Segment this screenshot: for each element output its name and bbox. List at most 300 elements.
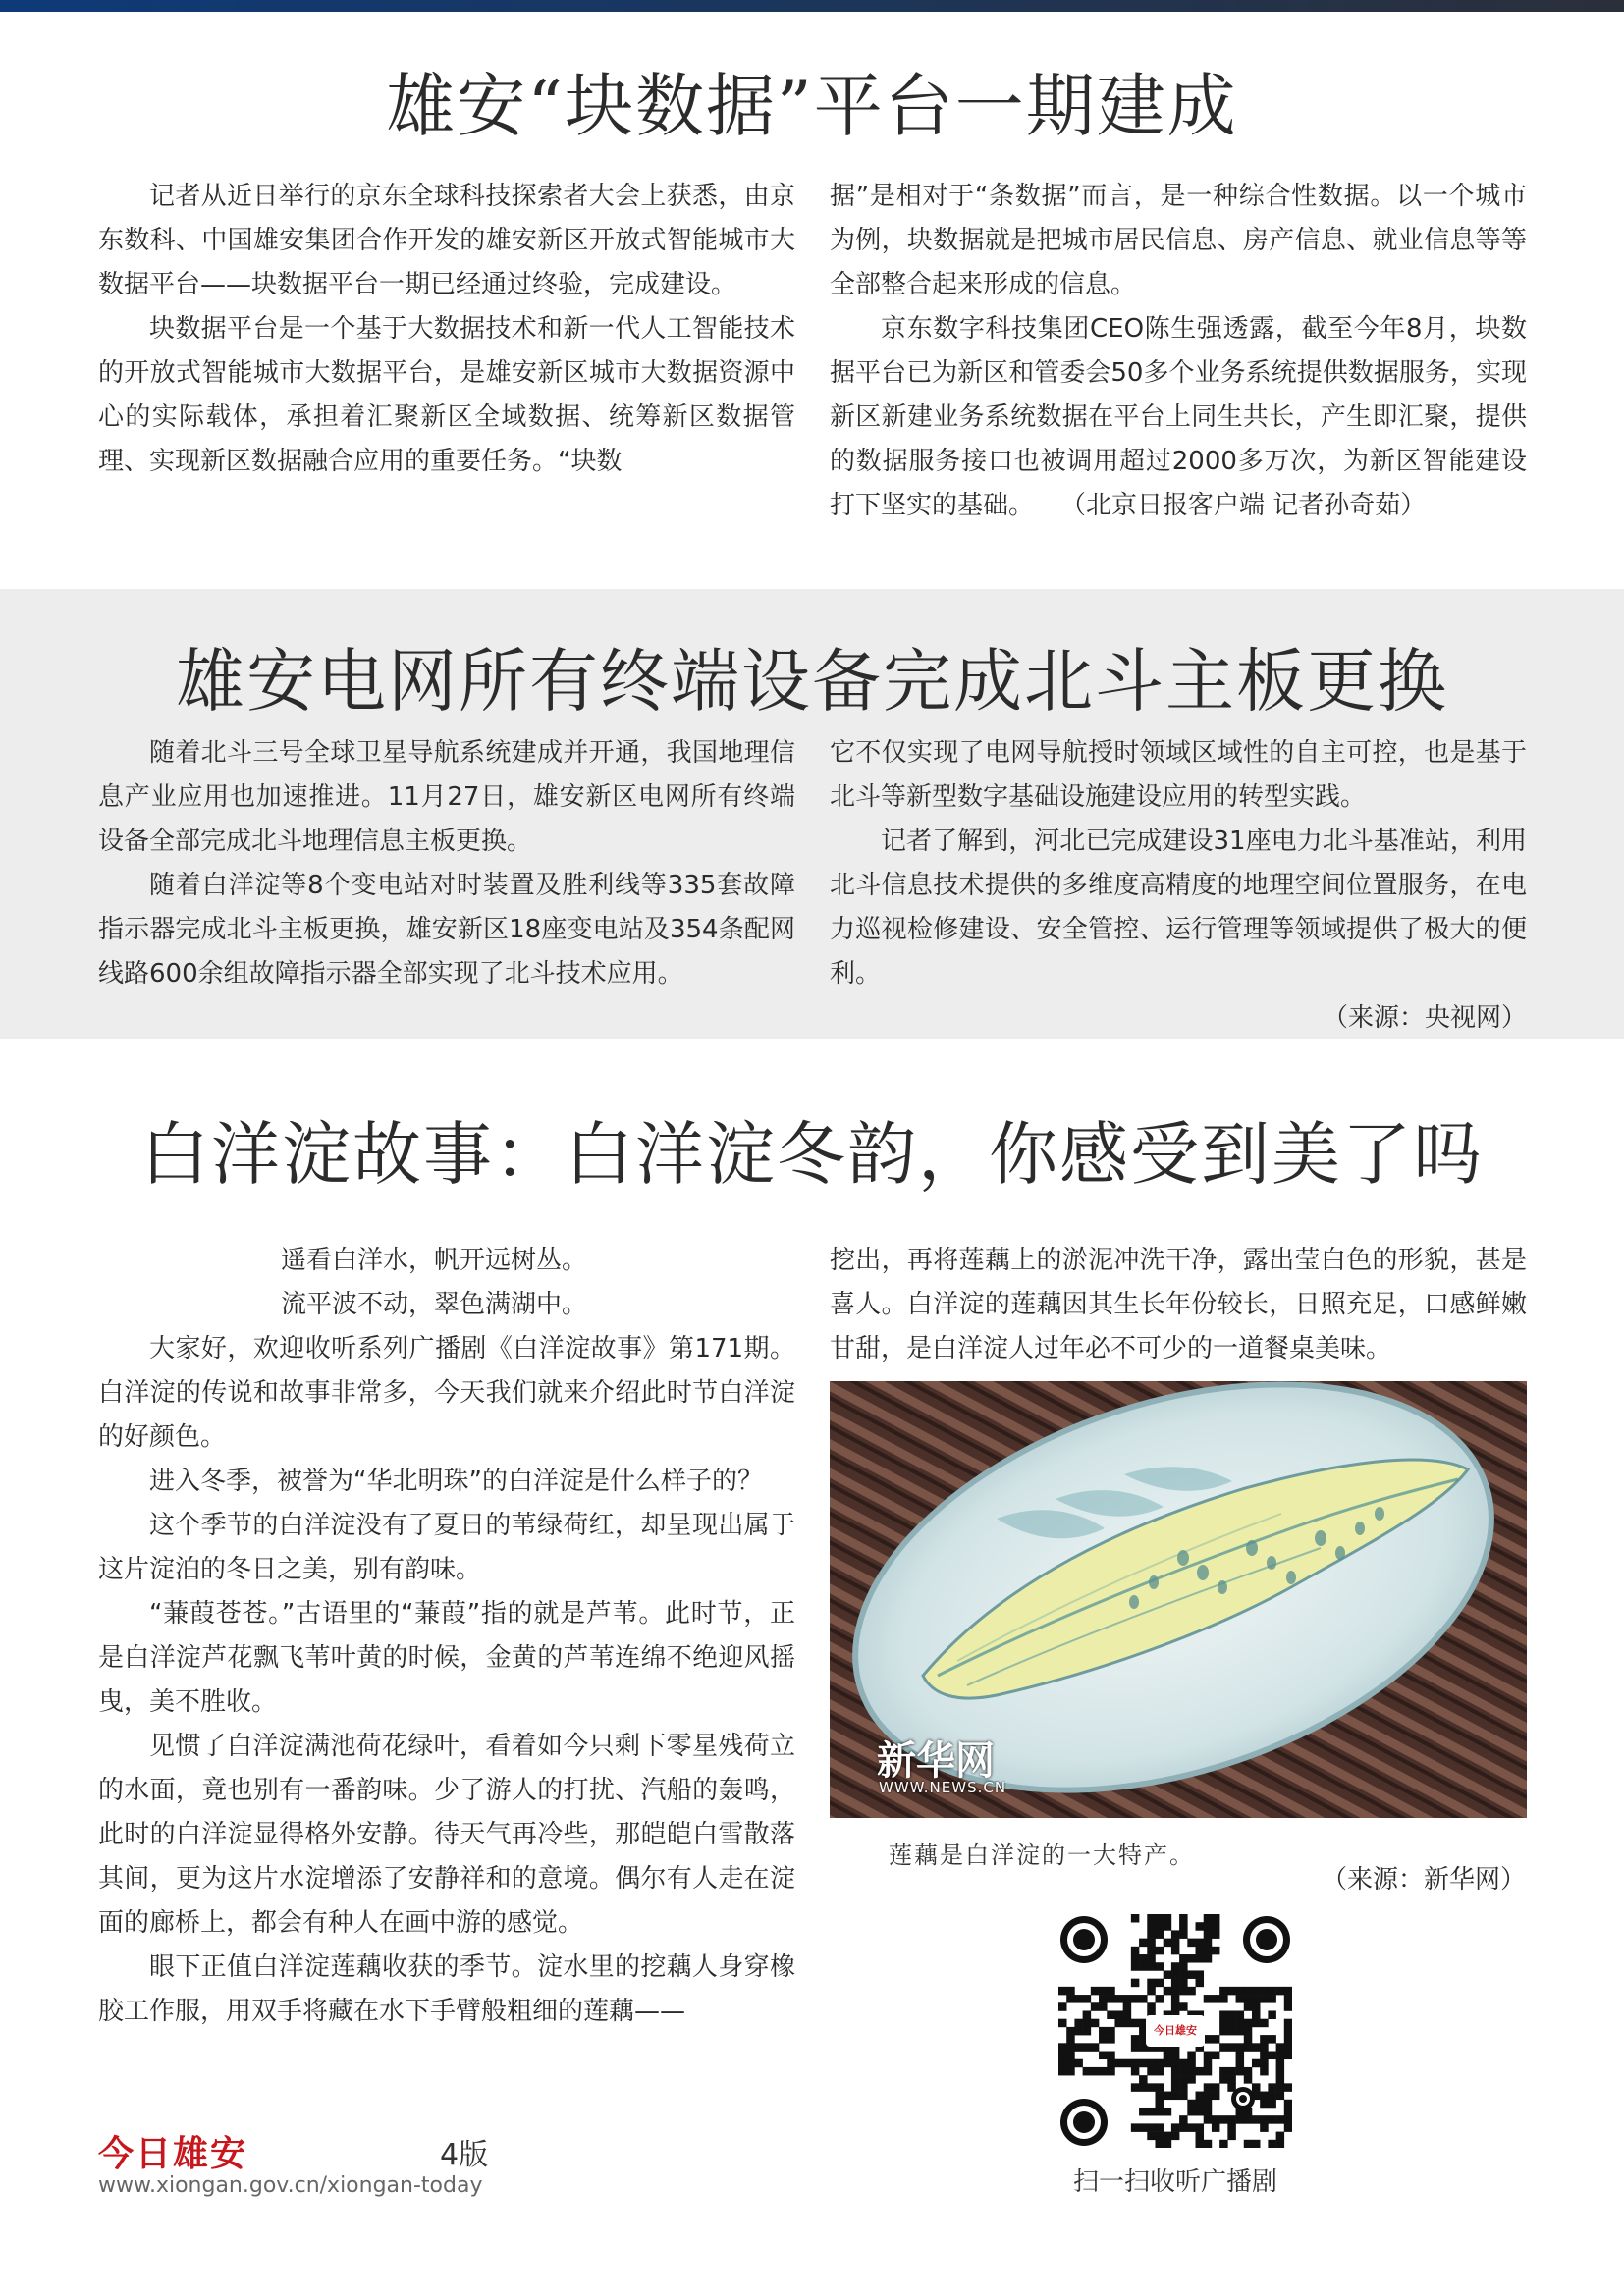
qr-module — [1196, 2123, 1205, 2132]
qr-module — [1260, 1995, 1269, 2003]
article2-paragraph: 记者了解到，河北已完成建设31座电力北斗基准站，利用北斗信息技术提供的多维度高精度的地理空间位置服务，在电力巡视检修建设、安全管控、运行管理等领域提供了极大的便利。 — [830, 827, 1527, 988]
qr-module — [1252, 2115, 1261, 2124]
qr-module — [1227, 2123, 1236, 2132]
qr-module — [1252, 2010, 1261, 2019]
qr-module — [1131, 1947, 1140, 1955]
qr-module — [1196, 2100, 1205, 2109]
qr-module — [1204, 2108, 1213, 2116]
article3-source: （来源：新华网） — [1321, 1865, 1526, 1895]
qr-module — [1131, 2019, 1140, 2028]
qr-module — [1204, 1954, 1213, 1963]
qr-module — [1164, 1939, 1172, 1948]
qr-module — [1219, 2075, 1228, 2084]
qr-module — [1179, 1954, 1188, 1963]
qr-module — [1236, 1995, 1245, 2003]
qr-module — [1244, 2067, 1253, 2076]
qr-module — [1058, 2067, 1067, 2076]
qr-module — [1268, 2100, 1276, 2109]
qr-module — [1204, 2100, 1213, 2109]
qr-module — [1058, 2002, 1067, 2011]
qr-module — [1171, 1962, 1180, 1971]
qr-module — [1244, 2002, 1253, 2011]
qr-module — [1155, 1930, 1164, 1939]
qr-module — [1268, 2052, 1276, 2060]
qr-module — [1083, 2067, 1092, 2076]
qr-module — [1187, 1954, 1196, 1963]
qr-module — [1236, 2115, 1245, 2124]
qr-module — [1276, 2075, 1285, 2084]
lotus-root-photo — [830, 1381, 1527, 1818]
qr-module — [1123, 2019, 1132, 2028]
qr-module — [1155, 1962, 1164, 1971]
article2-right-column — [830, 731, 1527, 1041]
qr-module — [1252, 2059, 1261, 2068]
qr-module — [1083, 2010, 1092, 2019]
qr-module — [1131, 1995, 1140, 2003]
qr-module — [1268, 2035, 1276, 2044]
qr-module — [1114, 2019, 1123, 2028]
qr-module — [1164, 2052, 1172, 2060]
qr-module — [1164, 2132, 1172, 2141]
article2-source: （来源：央视网） — [1322, 1003, 1527, 1033]
qr-label: 扫一扫收听广播剧 — [1072, 2167, 1277, 2197]
qr-module — [1066, 2059, 1075, 2068]
qr-module — [1083, 1995, 1092, 2003]
qr-module — [1196, 2140, 1205, 2148]
footer-logo: 今日雄安 — [98, 2133, 248, 2174]
qr-module — [1099, 2027, 1108, 2036]
qr-module — [1179, 1979, 1188, 1988]
qr-module — [1212, 2123, 1220, 2132]
qr-module — [1164, 1987, 1172, 1996]
qr-module — [1147, 2123, 1156, 2132]
article1-title: 雄安“块数据”平台一期建成 — [386, 66, 1238, 146]
qr-module — [1066, 2035, 1075, 2044]
qr-module — [1236, 2043, 1245, 2052]
qr-module — [1139, 1939, 1148, 1948]
qr-module — [1107, 2027, 1115, 2036]
qr-module — [1187, 1939, 1196, 1948]
qr-module — [1083, 2027, 1092, 2036]
qr-module — [1204, 2140, 1213, 2148]
qr-module — [1107, 2035, 1115, 2044]
qr-module — [1139, 1954, 1148, 1963]
qr-module — [1066, 2043, 1075, 2052]
qr-module — [1196, 1922, 1205, 1931]
qr-module — [1276, 2052, 1285, 2060]
qr-module — [1260, 2123, 1269, 2132]
qr-module — [1204, 1939, 1213, 1948]
qr-module — [1179, 2002, 1188, 2011]
qr-module — [1196, 2132, 1205, 2141]
qr-module — [1155, 2132, 1164, 2141]
qr-module — [1219, 1995, 1228, 2003]
article3-right-column — [830, 1239, 1527, 1371]
qr-module — [1244, 2115, 1253, 2124]
qr-module — [1227, 2067, 1236, 2076]
qr-module — [1252, 2140, 1261, 2148]
qr-module — [1268, 2092, 1276, 2101]
qr-module — [1131, 1954, 1140, 1963]
qr-module — [1107, 2067, 1115, 2076]
qr-module — [1171, 2083, 1180, 2092]
qr-module — [1171, 2132, 1180, 2141]
qr-module — [1171, 1939, 1180, 1948]
qr-module — [1284, 2052, 1292, 2060]
qr-module — [1107, 2010, 1115, 2019]
qr-module — [1147, 1930, 1156, 1939]
qr-module — [1171, 1970, 1180, 1979]
qr-module — [1284, 1995, 1292, 2003]
qr-module — [1284, 2035, 1292, 2044]
qr-module — [1244, 2075, 1253, 2084]
article1-right-column — [830, 175, 1527, 528]
qr-module — [1187, 2067, 1196, 2076]
qr-module — [1276, 1987, 1285, 1996]
qr-module — [1058, 2043, 1067, 2052]
qr-module — [1171, 2002, 1180, 2011]
qr-module — [1260, 2043, 1269, 2052]
qr-module — [1179, 1987, 1188, 1996]
qr-module — [1066, 2027, 1075, 2036]
qr-module — [1212, 1930, 1220, 1939]
qr-module — [1284, 2019, 1292, 2028]
qr-module — [1164, 2108, 1172, 2116]
qr-module — [1058, 1987, 1067, 1996]
qr-module — [1196, 2092, 1205, 2101]
qr-module — [1147, 2132, 1156, 2141]
qr-module — [1187, 2075, 1196, 2084]
qr-module — [1074, 2019, 1083, 2028]
qr-module — [1204, 1914, 1213, 1923]
qr-module — [1276, 2115, 1285, 2124]
qr-module — [1147, 1979, 1156, 1988]
qr-module — [1066, 1987, 1075, 1996]
qr-module — [1123, 2010, 1132, 2019]
qr-module — [1179, 1922, 1188, 1931]
qr-module — [1268, 2083, 1276, 2092]
qr-module — [1091, 2067, 1100, 2076]
qr-module — [1260, 2052, 1269, 2060]
qr-module — [1147, 2002, 1156, 2011]
article1-paragraph: 记者从近日举行的京东全球科技探索者大会上获悉，由京东数科、中国雄安集团合作开发的雄安新区开放式智能城市大数据平台——块数据平台一期已经通过终验，完成建设。 — [98, 182, 795, 299]
qr-module — [1268, 1987, 1276, 1996]
qr-module — [1066, 1995, 1075, 2003]
qr-module — [1107, 1987, 1115, 1996]
qr-module — [1155, 2100, 1164, 2109]
qr-module — [1099, 2035, 1108, 2044]
qr-module — [1236, 2052, 1245, 2060]
qr-module — [1058, 2019, 1067, 2028]
qr-module — [1139, 2108, 1148, 2116]
qr-module — [1164, 2140, 1172, 2148]
qr-module — [1139, 2043, 1148, 2052]
qr-module — [1244, 2035, 1253, 2044]
article2-paragraph: 随着北斗三号全球卫星导航系统建成并开通，我国地理信息产业应用也加速推进。11月27日，雄安新区电网所有终端设备全部完成北斗地理信息主板更换。 — [98, 738, 795, 856]
qr-module — [1284, 2123, 1292, 2132]
qr-module — [1236, 2027, 1245, 2036]
qr-module — [1227, 2115, 1236, 2124]
qr-module — [1164, 1914, 1172, 1923]
article3-paragraph: 眼下正值白洋淀莲藕收获的季节。淀水里的挖藕人身穿橡胶工作服，用双手将藏在水下手臂般粗细的莲藕—— — [98, 1952, 795, 2026]
qr-module — [1155, 1995, 1164, 2003]
qr-module — [1219, 2019, 1228, 2028]
qr-module — [1212, 2052, 1220, 2060]
qr-module — [1204, 2115, 1213, 2124]
qr-module — [1204, 1930, 1213, 1939]
qr-module — [1284, 1987, 1292, 1996]
article2-left-column — [98, 731, 795, 996]
qr-module — [1179, 1970, 1188, 1979]
qr-module — [1284, 2115, 1292, 2124]
article1-paragraph: 京东数字科技集团CEO陈生强透露，截至今年8月，块数据平台已为新区和管委会50多个业务系统提供数据服务，实现新区新建业务系统数据在平台上同生共长，产生即汇聚，提供的数据服务接口也被调用超过2000多万次，为新区智能建设打下坚实的基础。 （北京日报客户端 记者孙奇茹） — [830, 314, 1527, 520]
qr-module — [1244, 2140, 1253, 2148]
article3-paragraph: 这个季节的白洋淀没有了夏日的苇绿荷红，却呈现出属于这片淀泊的冬日之美，别有韵味。 — [98, 1511, 795, 1584]
qr-module — [1204, 2083, 1213, 2092]
qr-module — [1155, 2092, 1164, 2101]
article3-paragraph: 挖出，再将莲藕上的淤泥冲洗干净，露出莹白色的形貌，甚是喜人。白洋淀的莲藕因其生长年份较长，日照充足，口感鲜嫩甘甜，是白洋淀人过年必不可少的一道餐桌美味。 — [830, 1246, 1527, 1363]
qr-module — [1236, 1987, 1245, 1996]
qr-module — [1066, 2067, 1075, 2076]
qr-module — [1114, 2059, 1123, 2068]
qr-module — [1091, 2043, 1100, 2052]
qr-module — [1066, 2052, 1075, 2060]
qr-module — [1179, 2067, 1188, 2076]
qr-module — [1131, 2123, 1140, 2132]
qr-module — [1204, 1947, 1213, 1955]
qr-module — [1155, 2123, 1164, 2132]
qr-module — [1171, 2067, 1180, 2076]
qr-module — [1212, 2083, 1220, 2092]
qr-module — [1155, 2059, 1164, 2068]
qr-module — [1155, 1979, 1164, 1988]
qr-module — [1171, 2059, 1180, 2068]
qr-module — [1219, 2043, 1228, 2052]
qr-module — [1236, 2010, 1245, 2019]
qr-module — [1099, 2067, 1108, 2076]
qr-module — [1131, 1914, 1140, 1923]
qr-module — [1204, 2059, 1213, 2068]
qr-module — [1155, 2083, 1164, 2092]
qr-module — [1131, 1962, 1140, 1971]
qr-module — [1147, 2067, 1156, 2076]
qr-module — [1212, 1995, 1220, 2003]
qr-module — [1276, 2043, 1285, 2052]
qr-module — [1227, 2043, 1236, 2052]
qr-module — [1196, 2108, 1205, 2116]
qr-module — [1276, 2092, 1285, 2101]
qr-center-logo: 今日雄安 — [1154, 2024, 1197, 2037]
qr-module — [1171, 2123, 1180, 2132]
qr-module — [1107, 2052, 1115, 2060]
poem-line: 遥看白洋水，帆开远树丛。 — [281, 1246, 588, 1275]
article3-paragraph: 大家好，欢迎收听系列广播剧《白洋淀故事》第171期。白洋淀的传说和故事非常多，今天我们就来介绍此时节白洋淀的好颜色。 — [98, 1334, 795, 1452]
photo-caption: 莲藕是白洋淀的一大特产。 — [889, 1842, 1195, 1869]
qr-module — [1139, 2083, 1148, 2092]
qr-module — [1196, 1979, 1205, 1988]
qr-module — [1244, 2043, 1253, 2052]
qr-module — [1284, 2108, 1292, 2116]
qr-module — [1196, 1947, 1205, 1955]
qr-module — [1227, 2132, 1236, 2141]
qr-module — [1268, 2140, 1276, 2148]
qr-module — [1058, 2059, 1067, 2068]
qr-module — [1164, 2092, 1172, 2101]
qr-module — [1179, 2075, 1188, 2084]
qr-module — [1219, 2027, 1228, 2036]
qr-module — [1236, 2059, 1245, 2068]
qr-module — [1260, 2059, 1269, 2068]
qr-module — [1171, 1995, 1180, 2003]
qr-module — [1147, 1954, 1156, 1963]
article2-paragraph: 随着白洋淀等8个变电站对时装置及胜利线等335套故障指示器完成北斗主板更换，雄安新区18座变电站及354条配网线路600余组故障指示器全部实现了北斗技术应用。 — [98, 871, 795, 988]
qr-module — [1058, 2052, 1067, 2060]
qr-module — [1171, 2092, 1180, 2101]
qr-module — [1123, 1995, 1132, 2003]
qr-module — [1139, 2123, 1148, 2132]
qr-module — [1155, 1922, 1164, 1931]
page-number: 4版 — [440, 2138, 489, 2172]
qr-module — [1123, 2059, 1132, 2068]
qr-module — [1187, 1987, 1196, 1996]
qr-module — [1179, 2092, 1188, 2101]
qr-module — [1179, 1962, 1188, 1971]
qr-module — [1268, 2115, 1276, 2124]
qr-module — [1083, 2019, 1092, 2028]
qr-module — [1107, 1995, 1115, 2003]
qr-module — [1284, 2002, 1292, 2011]
qr-module — [1164, 1922, 1172, 1931]
qr-module — [1252, 2083, 1261, 2092]
footer-url[interactable]: www.xiongan.gov.cn/xiongan-today — [98, 2173, 483, 2198]
qr-module — [1268, 2010, 1276, 2019]
article3-title: 白洋淀故事：白洋淀冬韵，你感受到美了吗 — [140, 1114, 1484, 1195]
qr-module — [1147, 2059, 1156, 2068]
qr-code[interactable] — [1058, 1914, 1292, 2148]
qr-module — [1187, 2123, 1196, 2132]
qr-module — [1147, 1987, 1156, 1996]
qr-module — [1196, 2067, 1205, 2076]
qr-module — [1147, 1962, 1156, 1971]
qr-module — [1204, 1922, 1213, 1931]
article1-source: （北京日报客户端 记者孙奇茹） — [1073, 491, 1427, 520]
photo-watermark-url: WWW.NEWS.CN — [879, 1779, 1007, 1796]
qr-module — [1179, 2059, 1188, 2068]
qr-module — [1164, 2059, 1172, 2068]
qr-module — [1260, 2019, 1269, 2028]
qr-module — [1171, 1947, 1180, 1955]
article3-paragraph: “蒹葭苍苍。”古语里的“蒹葭”指的就是芦苇。此时节，正是白洋淀芦花飘飞苇叶黄的时候，金黄的芦苇连绵不绝迎风摇曳，美不胜收。 — [98, 1599, 795, 1717]
qr-module — [1196, 1970, 1205, 1979]
qr-module — [1171, 2075, 1180, 2084]
qr-module — [1276, 2083, 1285, 2092]
qr-module — [1179, 2083, 1188, 2092]
article1-paragraph: 据”是相对于“条数据”而言，是一种综合性数据。以一个城市为例，块数据就是把城市居民信息、房产信息、就业信息等等全部整合起来形成的信息。 — [830, 182, 1527, 299]
qr-module — [1147, 2083, 1156, 2092]
qr-module — [1260, 2115, 1269, 2124]
qr-module — [1147, 1922, 1156, 1931]
qr-module — [1114, 2010, 1123, 2019]
qr-module — [1099, 1987, 1108, 1996]
article3-left-column — [98, 1239, 795, 2034]
qr-module — [1260, 2067, 1269, 2076]
qr-module — [1260, 1987, 1269, 1996]
qr-module — [1284, 2100, 1292, 2109]
qr-module — [1219, 2010, 1228, 2019]
article2-title: 雄安电网所有终端设备完成北斗主板更换 — [176, 641, 1448, 721]
qr-module — [1219, 2067, 1228, 2076]
qr-module — [1187, 2100, 1196, 2109]
qr-module — [1244, 1995, 1253, 2003]
qr-module — [1131, 2043, 1140, 2052]
qr-module — [1074, 2059, 1083, 2068]
qr-module — [1284, 2027, 1292, 2036]
qr-module — [1236, 2067, 1245, 2076]
qr-module — [1171, 1987, 1180, 1996]
qr-module — [1212, 2115, 1220, 2124]
qr-module — [1171, 2052, 1180, 2060]
qr-module — [1227, 2019, 1236, 2028]
qr-module — [1252, 2043, 1261, 2052]
qr-module — [1171, 1930, 1180, 1939]
qr-module — [1155, 2140, 1164, 2148]
qr-module — [1276, 2132, 1285, 2141]
qr-module — [1276, 2140, 1285, 2148]
article3-paragraph: 见惯了白洋淀满池荷花绿叶，看着如今只剩下零星残荷立的水面，竟也别有一番韵味。少了游人的打扰、汽船的轰鸣，此时的白洋淀显得格外安静。待天气再冷些，那皑皑白雪散落其间，更为这片水淀增添了安静祥和的意境。偶尔有人走在淀面的廊桥上，都会有种人在画中游的感觉。 — [98, 1732, 795, 1938]
qr-module — [1204, 2092, 1213, 2101]
qr-module — [1212, 2035, 1220, 2044]
qr-module — [1187, 2052, 1196, 2060]
qr-module — [1204, 2067, 1213, 2076]
qr-module — [1074, 2027, 1083, 2036]
qr-module — [1179, 1930, 1188, 1939]
qr-module — [1155, 2108, 1164, 2116]
qr-module — [1099, 1995, 1108, 2003]
qr-module — [1276, 2067, 1285, 2076]
qr-module — [1187, 2108, 1196, 2116]
qr-module — [1131, 2067, 1140, 2076]
qr-module — [1131, 2035, 1140, 2044]
qr-module — [1147, 1947, 1156, 1955]
qr-module — [1083, 2043, 1092, 2052]
qr-module — [1219, 1987, 1228, 1996]
qr-module — [1139, 1995, 1148, 2003]
qr-module — [1260, 2092, 1269, 2101]
qr-module — [1244, 1987, 1253, 1996]
qr-module — [1252, 1987, 1261, 1996]
qr-module — [1123, 2002, 1132, 2011]
poem-line: 流平波不动，翠色满湖中。 — [281, 1290, 588, 1319]
qr-module — [1284, 2083, 1292, 2092]
qr-module — [1244, 2019, 1253, 2028]
qr-module — [1131, 2059, 1140, 2068]
qr-module — [1179, 2123, 1188, 2132]
qr-module — [1091, 2019, 1100, 2028]
qr-module — [1155, 1914, 1164, 1923]
qr-module — [1204, 2052, 1213, 2060]
qr-module — [1268, 1995, 1276, 2003]
qr-module — [1260, 2035, 1269, 2044]
qr-module — [1179, 2115, 1188, 2124]
qr-module — [1196, 1954, 1205, 1963]
qr-module — [1284, 2043, 1292, 2052]
qr-module — [1139, 1962, 1148, 1971]
qr-module — [1107, 2059, 1115, 2068]
qr-module — [1131, 2083, 1140, 2092]
qr-module — [1147, 2108, 1156, 2116]
qr-module — [1091, 1987, 1100, 1996]
qr-module — [1227, 2075, 1236, 2084]
